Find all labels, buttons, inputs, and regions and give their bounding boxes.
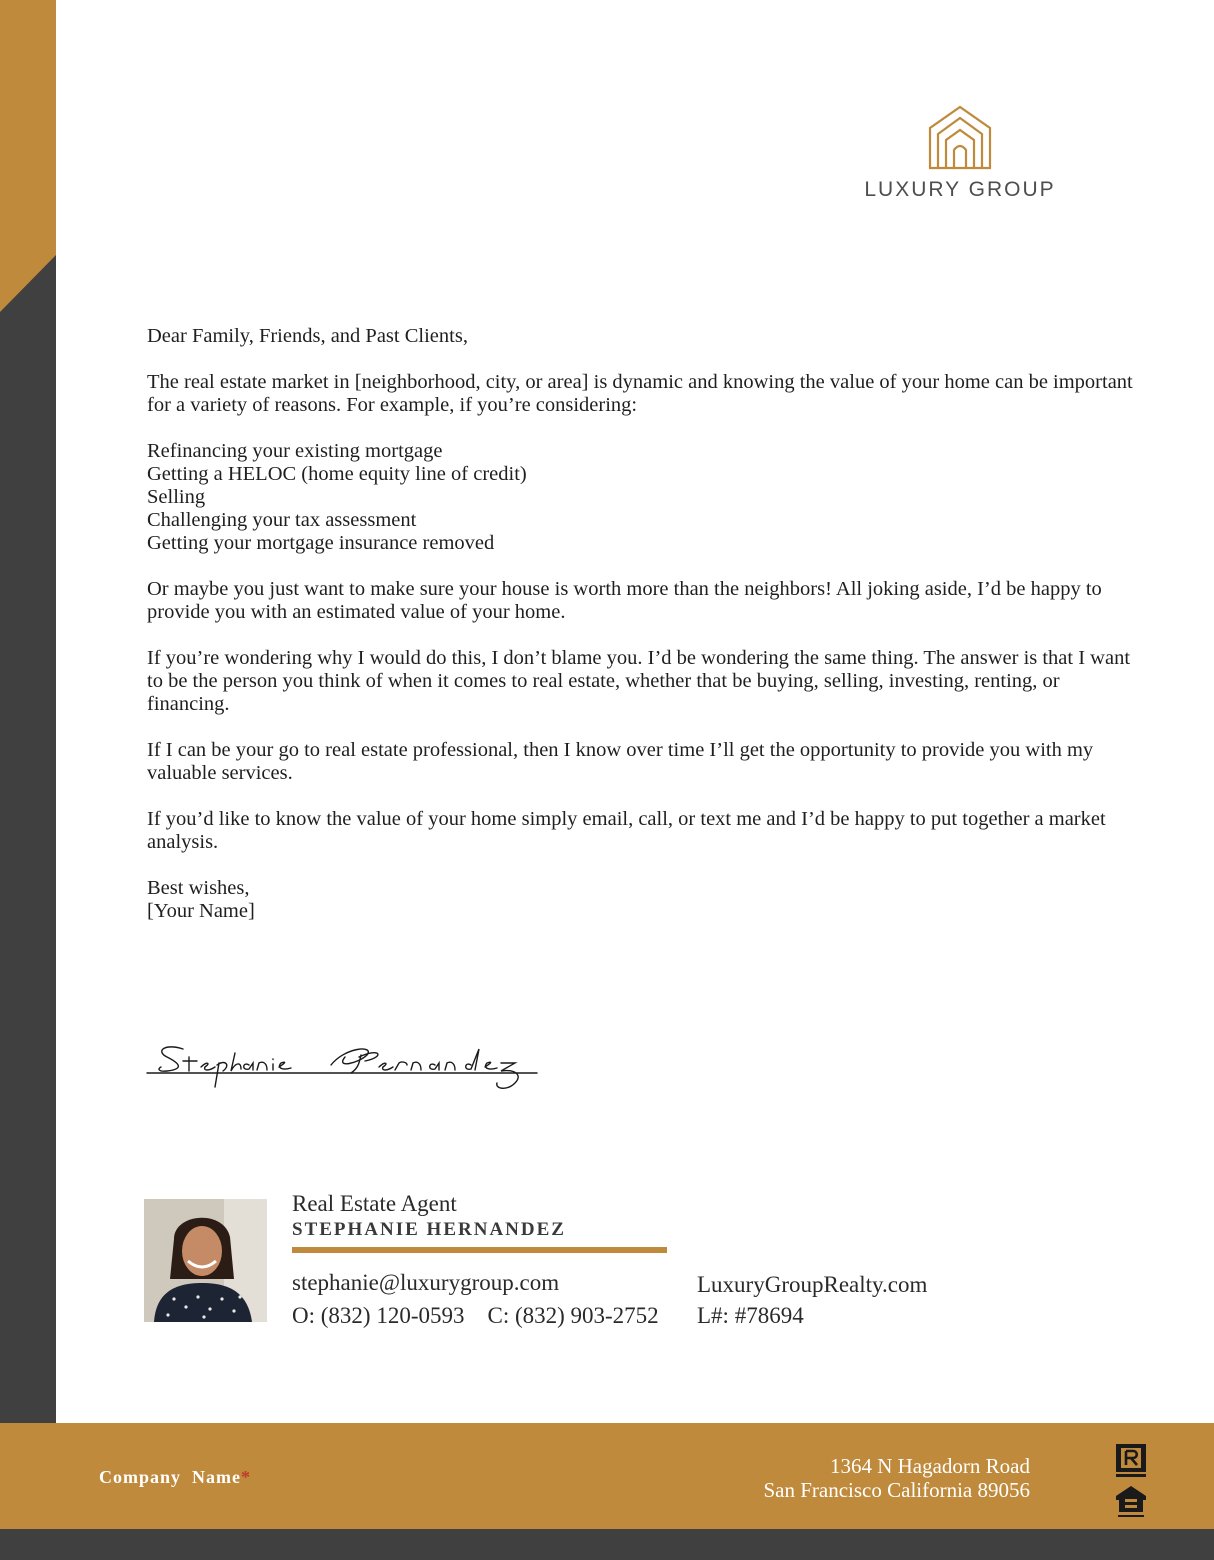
agent-name: STEPHANIE HERNANDEZ [292, 1219, 566, 1240]
divider [292, 1247, 667, 1253]
list-item: Challenging your tax assessment [147, 509, 417, 531]
list-item: Refinancing your existing mortgage [147, 440, 443, 462]
agent-phones[interactable]: O: (832) 120-0593 C: (832) 903-2752 [292, 1303, 659, 1328]
realtor-icon [1114, 1443, 1148, 1479]
required-asterisk: * [241, 1467, 251, 1487]
agent-license: L#: #78694 [697, 1303, 804, 1328]
house-logo-icon [928, 104, 992, 170]
equal-housing-icon [1114, 1484, 1148, 1520]
brand-name: LUXURY GROUP [864, 178, 1056, 201]
list-item: Getting a HELOC (home equity line of credit) [147, 463, 527, 485]
paragraph: If I can be your go to real estate professional, then I know over time I’ll get the opportunity to provide you with my valuable services. [147, 739, 1094, 784]
list-item: Selling [147, 486, 206, 508]
reasons-list [147, 440, 1147, 555]
address-line: San Francisco California 89056 [763, 1478, 1030, 1502]
office-address [763, 1454, 1030, 1502]
closing: Best wishes, [147, 877, 250, 899]
agent-website[interactable]: LuxuryGroupRealty.com [697, 1272, 928, 1297]
company-name-text: Company Name [99, 1467, 241, 1487]
compliance-badges [1114, 1443, 1150, 1525]
signature [145, 1035, 545, 1099]
greeting: Dear Family, Friends, and Past Clients, [147, 325, 468, 347]
paragraph: Or maybe you just want to make sure your house is worth more than the neighbors! All joking aside, I’d be happy to provide you with an estimated value of your home. [147, 578, 1102, 623]
brand-logo [858, 104, 1062, 202]
paragraph: If you’re wondering why I would do this, I don’t blame you. I’d be wondering the same thing. The answer is that I want to be the person you think of when it comes to real estate, whether that be buying, selling, investing, renting, or financing. [147, 647, 1131, 715]
agent-email[interactable]: stephanie@luxurygroup.com [292, 1270, 560, 1295]
address-line: 1364 N Hagadorn Road [829, 1454, 1030, 1478]
paragraph: If you’d like to know the value of your home simply email, call, or text me and I’d be happy to put together a market analysis. [147, 808, 1106, 853]
agent-photo [144, 1199, 267, 1322]
name-placeholder: [Your Name] [147, 900, 255, 922]
sidebar-dark-accent [0, 255, 56, 1423]
agent-title: Real Estate Agent [292, 1191, 457, 1216]
list-item: Getting your mortgage insurance removed [147, 532, 495, 554]
letter-body [147, 325, 1147, 923]
footer-bottom-strip [0, 1529, 1214, 1560]
agent-portrait-icon [144, 1199, 267, 1322]
intro-paragraph: The real estate market in [neighborhood, city, or area] is dynamic and knowing the value of your home can be important for a variety of reasons. For example, if you’re considering: [147, 371, 1133, 416]
company-name [99, 1467, 251, 1488]
